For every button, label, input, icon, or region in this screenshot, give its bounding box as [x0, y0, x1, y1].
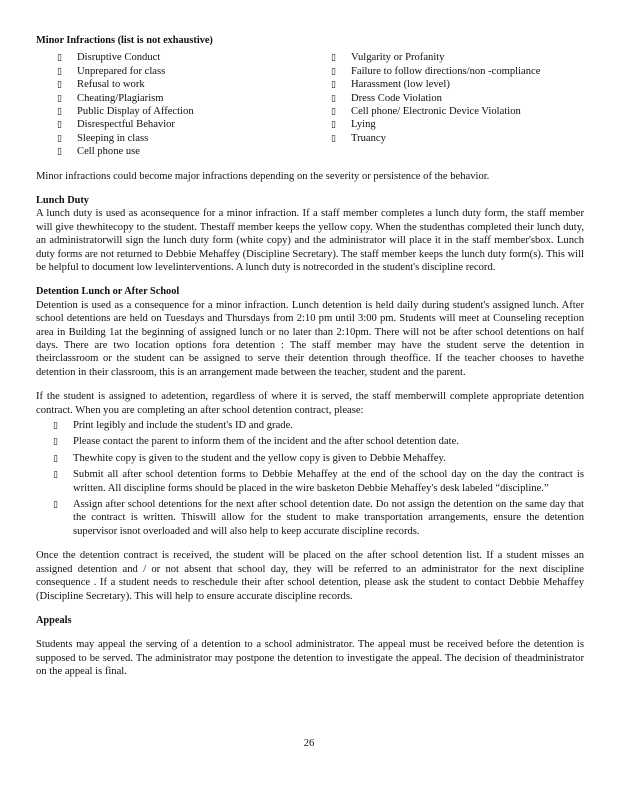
- bullet-icon: ▯: [53, 436, 58, 447]
- bullet-icon: ▯: [331, 132, 336, 143]
- list-item: ▯ Cell phone use: [57, 146, 140, 158]
- bullet-icon: ▯: [53, 469, 58, 480]
- list-item: ▯ Disrespectful Behavior: [57, 119, 175, 131]
- bullet-icon: ▯: [57, 92, 62, 103]
- bullet-icon: ▯: [57, 105, 62, 116]
- detention-heading: Detention Lunch or After School: [36, 286, 180, 298]
- lunch-duty-heading: Lunch Duty: [36, 194, 89, 206]
- bullet-icon: ▯: [331, 65, 336, 76]
- detention-steps-list: [53, 419, 584, 538]
- list-item: ▯ Lying: [331, 119, 376, 131]
- list-item: ▯ Truancy: [331, 132, 386, 144]
- lunch-duty-paragraph: A lunch duty is used as aconsequence for a minor infraction. If a staff member completes a lunch duty form, the staff member will give thewhitecopy to the student. Thestaff member keeps the yellow copy. When the studenthas completed their lunch duty, an administratorwill sign the lunch duty form (white copy) and the administrator will place it in the staff member'sbox. Lunch duty forms are not returned to Debbie Mehaffey (Discipline Secretary). The staff member keeps the lunch duty form(s). This will be helpful to document low levelinterventions. A lunch duty is notrecorded in the student's discipline record.: [36, 208, 584, 273]
- bullet-icon: ▯: [53, 452, 58, 463]
- page-number: 26: [303, 738, 315, 749]
- document-page: [36, 34, 584, 679]
- list-item: ▯ Thewhite copy is given to the student and the yellow copy is given to Debbie Mehaffey.: [53, 452, 446, 464]
- bullet-icon: ▯: [57, 79, 62, 90]
- bullet-icon: ▯: [331, 105, 336, 116]
- bullet-icon: ▯: [53, 499, 58, 510]
- list-item: ▯ Sleeping in class: [57, 132, 149, 144]
- detention-list-paragraph: Once the detention contract is received, the student will be placed on the after school detention list. If a student misses an assigned detention and / or not absent that school day, they will be referred to an administrator for the next discipline consequence . If a student needs to reschedule their after school detention, please ask the student to contact Debbie Mehaffey (Discipline Secretary). This will help to ensure accurate discipline records.: [36, 550, 584, 602]
- list-item: ▯ Submit all after school detention forms to Debbie Mehaffey at the end of the school day on the day the contract is written. All discipline forms should be placed in the wire basketon Debbie Mehaffey's desk labeled “discipline.”: [53, 469, 584, 494]
- list-item: ▯ Cheating/Plagiarism: [57, 92, 164, 104]
- list-item: ▯ Disruptive Conduct: [57, 52, 161, 64]
- list-item: ▯ Cell phone/ Electronic Device Violation: [331, 105, 521, 117]
- list-item: ▯ Print legibly and include the student's ID and grade.: [53, 420, 293, 432]
- bullet-icon: ▯: [57, 146, 62, 157]
- bullet-icon: ▯: [57, 132, 62, 143]
- appeals-section: [36, 614, 584, 679]
- list-item: ▯ Vulgarity or Profanity: [331, 52, 445, 64]
- list-item: ▯ Assign after school detentions for the next after school detention date. Do not assign the detention on the same day that the contract is written. Thiswill allow for the student to make transportation arrangements, ensure the detention supervisor isnot overloaded and will also help to keep accurate discipline records.: [53, 499, 584, 537]
- list-item: ▯ Harassment (low level): [331, 79, 450, 91]
- detention-paragraph: Detention is used as a consequence for a minor infraction. Lunch detention is held daily during student's assigned lunch. After school detentions are held on Tuesdays and Thursdays from 2:10 pm until 3:00 pm. Students will meet at Counseling reception area in Building 1at the beginning of assigned lunch or no later than 2:10pm. There will not be after school detentions on half days. There are two location options fora detention : The staff member may have the student serve the detention in theirclassroom or the student can be assigned to serve their detention through theoffice. If the teacher chooses to havethe detention in their classroom, this is an arrangement made between the teacher, student and the parent.: [36, 299, 584, 378]
- detention-contract-intro: If the student is assigned to adetention, regardless of where it is served, the staff memberwill complete appropriate detention contract. When you are completing an after school detention contract, please:: [36, 391, 584, 416]
- lunch-duty-section: [36, 194, 584, 274]
- bullet-icon: ▯: [331, 79, 336, 90]
- bullet-icon: ▯: [53, 420, 58, 431]
- list-item: ▯ Please contact the parent to inform them of the incident and the after school detention date.: [53, 436, 459, 448]
- minor-infractions-note: Minor infractions could become major infractions depending on the severity or persistence of the behavior.: [36, 170, 490, 182]
- list-item: ▯ Failure to follow directions/non -compliance: [331, 65, 541, 77]
- bullet-icon: ▯: [331, 52, 336, 63]
- minor-infractions-heading: Minor Infractions (list is not exhaustive): [36, 35, 213, 46]
- bullet-icon: ▯: [57, 52, 62, 63]
- bullet-icon: ▯: [331, 92, 336, 103]
- appeals-heading: Appeals: [36, 614, 72, 626]
- bullet-icon: ▯: [57, 65, 62, 76]
- list-item: ▯ Refusal to work: [57, 79, 145, 91]
- infractions-list-right: [331, 51, 540, 158]
- appeals-paragraph: Students may appeal the serving of a detention to a school administrator. The appeal must be received before the detention is supposed to be served. The administrator may postpone the detention to investigate the appeal. The decision of theadministrator on the appeal is final.: [36, 639, 584, 678]
- detention-section: [36, 285, 584, 379]
- list-item: ▯ Unprepared for class: [57, 65, 166, 77]
- bullet-icon: ▯: [57, 119, 62, 130]
- list-item: ▯ Dress Code Violation: [331, 92, 442, 104]
- infractions-lists: [36, 51, 584, 158]
- bullet-icon: ▯: [331, 119, 336, 130]
- infractions-list-left: [57, 51, 331, 158]
- list-item: ▯ Public Display of Affection: [57, 105, 194, 117]
